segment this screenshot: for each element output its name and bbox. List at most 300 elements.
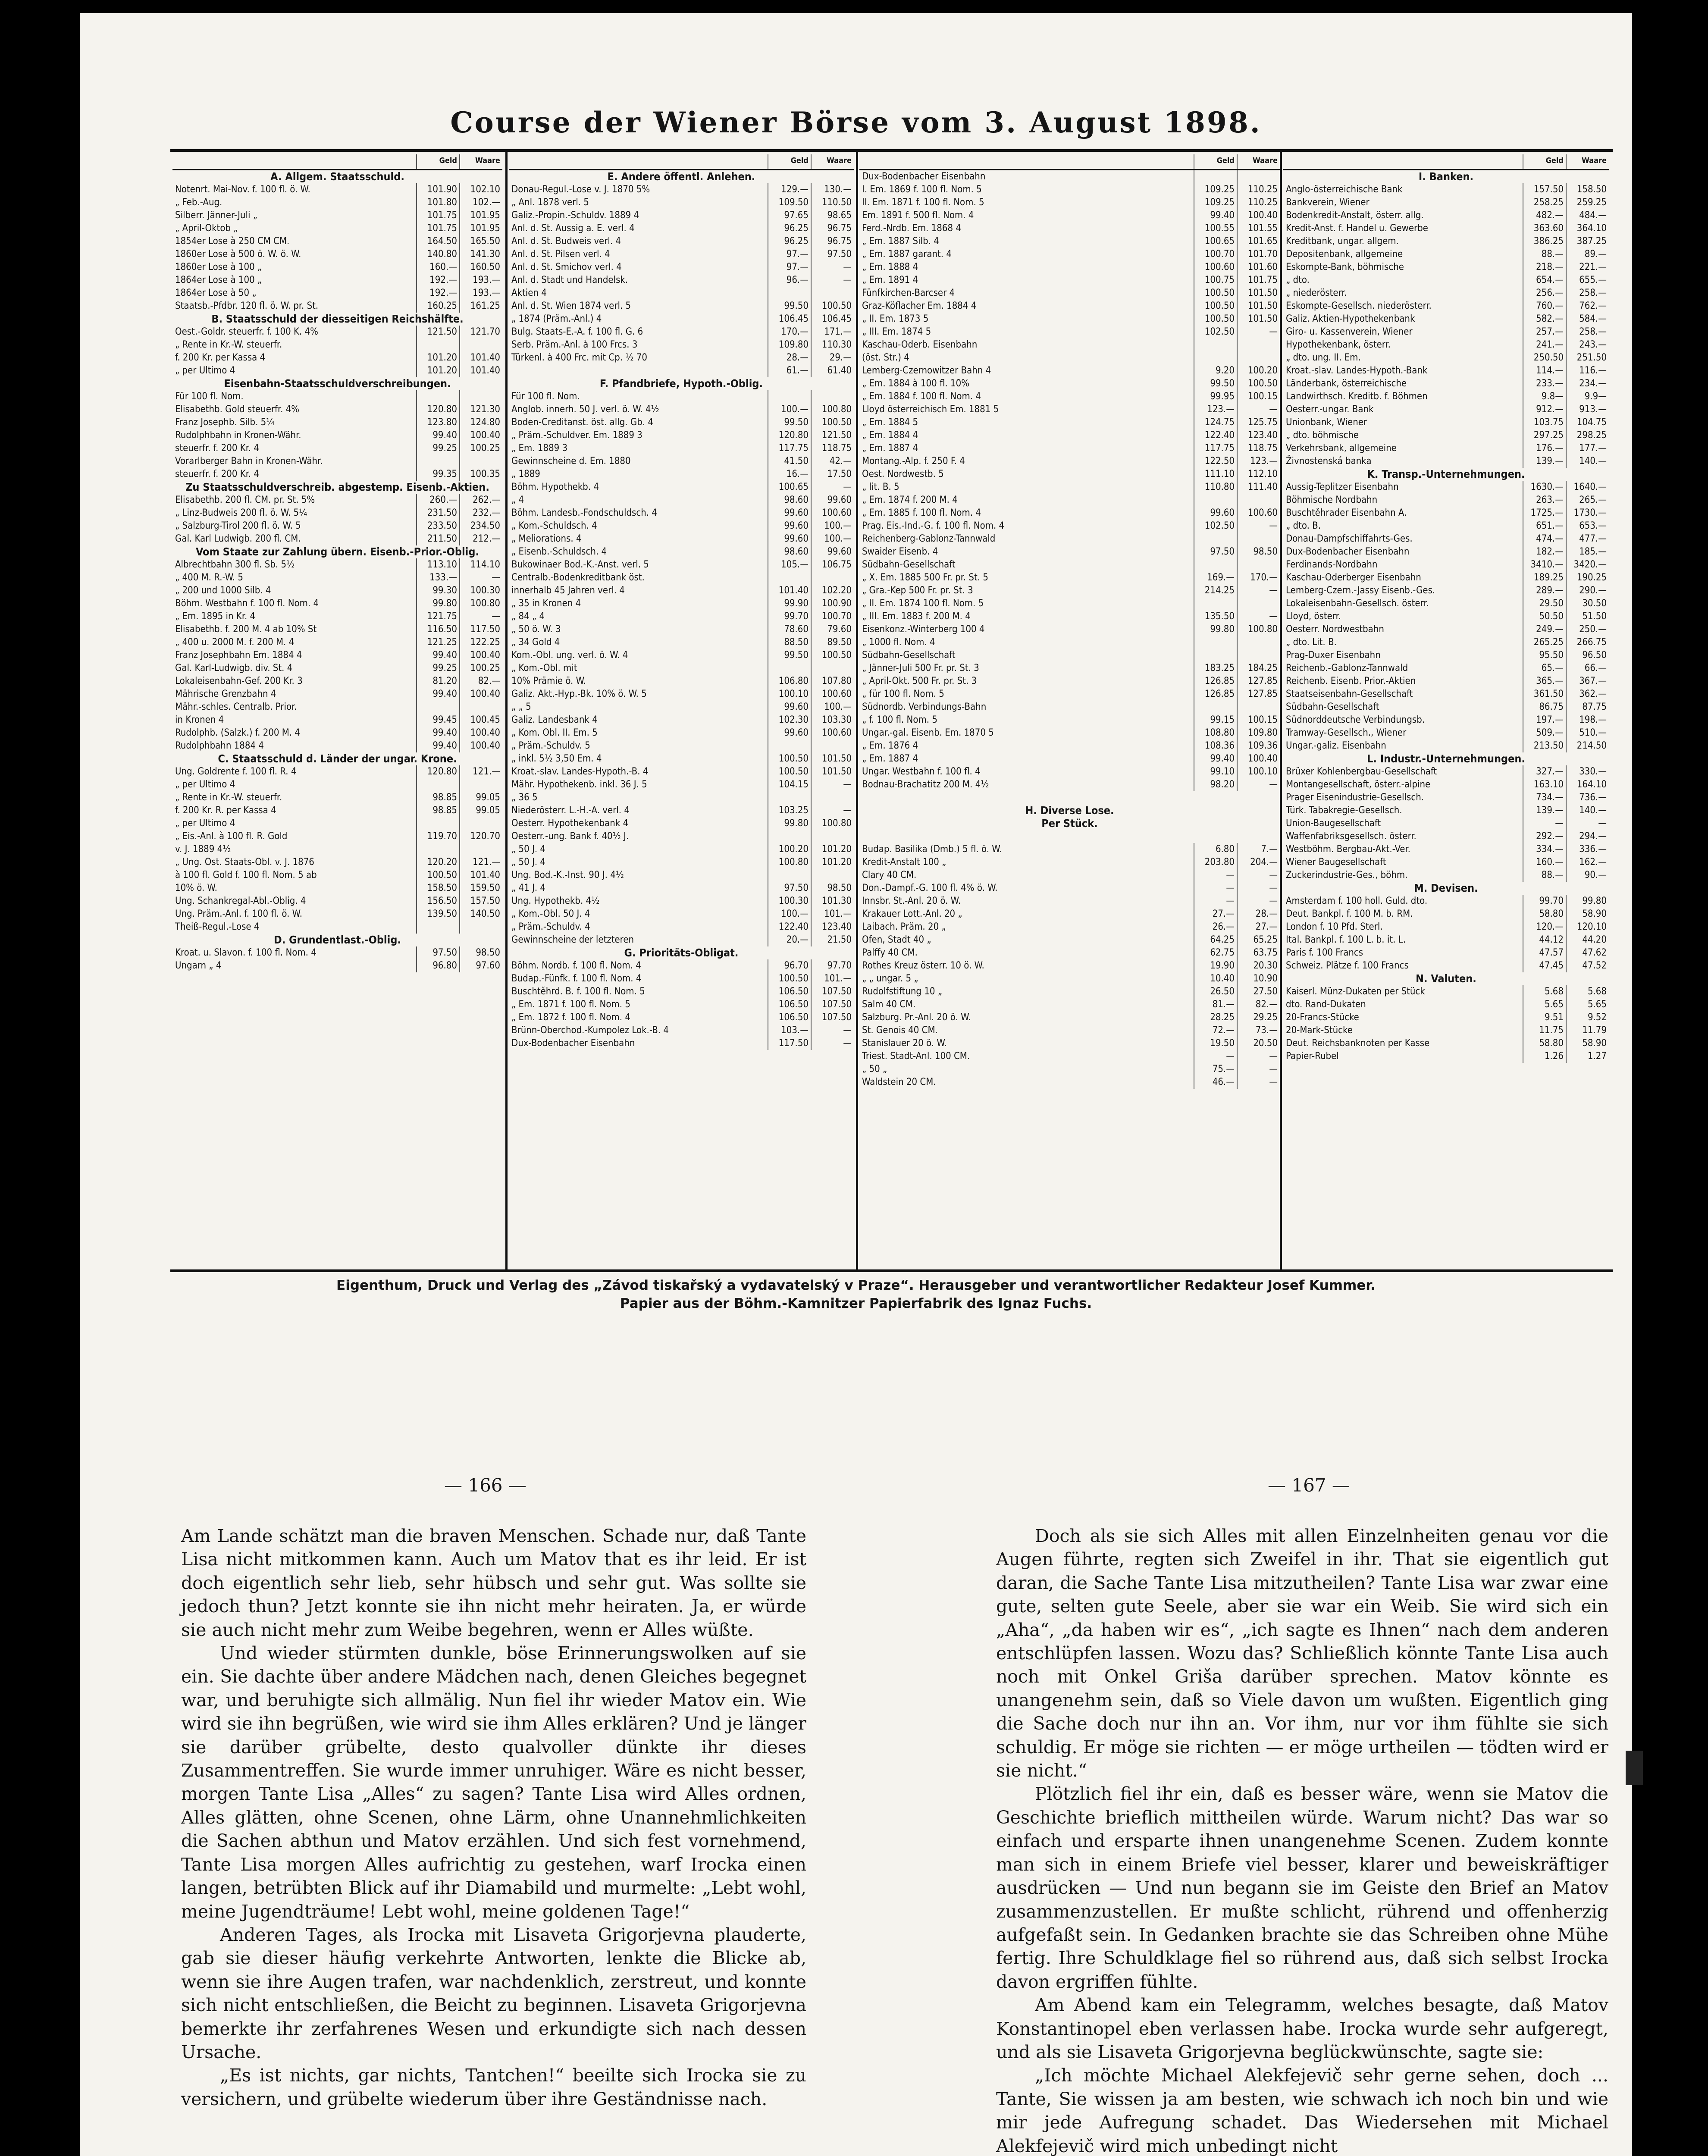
geld-value: 103.— — [768, 1024, 811, 1037]
waare-value: 330.— — [1566, 765, 1609, 778]
table-row — [1283, 326, 1609, 338]
security-name: „ Ung. Ost. Staats-Obl. v. J. 1876 — [175, 857, 314, 868]
table-row — [859, 662, 1280, 675]
security-name: Triest. Stadt-Anl. 100 CM. — [862, 1051, 970, 1062]
table-row — [1283, 791, 1609, 804]
geld-value: 109.50 — [768, 196, 811, 209]
geld-value: 99.50 — [768, 300, 811, 313]
table-row — [172, 701, 502, 714]
waare-value: 101.40 — [459, 351, 502, 364]
waare-value: 100.15 — [1237, 714, 1280, 727]
table-row — [509, 183, 854, 196]
security-name: Anglo-österreichische Bank — [1286, 184, 1403, 195]
waare-value: 100.— — [811, 520, 854, 533]
geld-value: 474.— — [1523, 533, 1566, 545]
geld-value: — — [1194, 1050, 1237, 1063]
geld-value: 113.10 — [416, 558, 459, 571]
waare-value: 110.25 — [1237, 196, 1280, 209]
geld-value: 99.60 — [768, 533, 811, 545]
geld-value: 99.60 — [768, 520, 811, 533]
geld-value: 120.80 — [416, 403, 459, 416]
geld-value: 58.80 — [1523, 1037, 1566, 1050]
table-row — [859, 727, 1280, 740]
security-name: Westböhm. Bergbau-Akt.-Ver. — [1286, 844, 1410, 855]
geld-value: 28.— — [768, 351, 811, 364]
waare-value: 98.65 — [811, 209, 854, 222]
waare-value: 100.60 — [811, 727, 854, 740]
table-row — [859, 856, 1280, 869]
column-divider — [1280, 149, 1282, 1270]
table-row — [1283, 494, 1609, 507]
waare-value: 387.25 — [1566, 235, 1609, 248]
geld-value: 192.— — [416, 274, 459, 287]
table-row — [509, 610, 854, 623]
security-name: Für 100 fl. Nom. — [175, 391, 244, 402]
security-name: Kroat.-slav. Landes-Hypoth.-B. 4 — [511, 766, 649, 777]
security-name: Buschtěhrd. B. f. 100 fl. Nom. 5 — [511, 986, 645, 997]
table-row — [509, 959, 854, 972]
geld-value — [768, 662, 811, 675]
waare-value: 98.50 — [811, 882, 854, 895]
geld-value: 102.50 — [1194, 520, 1237, 533]
geld-value: 101.75 — [416, 222, 459, 235]
security-name: „ 1000 fl. Nom. 4 — [862, 637, 935, 648]
security-name: (öst. Str.) 4 — [862, 352, 909, 363]
geld-value: 257.— — [1523, 326, 1566, 338]
waare-value: 184.25 — [1237, 662, 1280, 675]
security-name: „ Em. 1874 f. 200 M. 4 — [862, 495, 958, 505]
geld-value: 99.15 — [1194, 714, 1237, 727]
section-heading: L. Industr.-Unternehmungen. — [1367, 752, 1525, 765]
security-name: Bodnau-Brachatitz 200 M. 4½ — [862, 779, 989, 790]
geld-value: 108.80 — [1194, 727, 1237, 740]
security-name: „ 200 und 1000 Silb. 4 — [175, 585, 271, 596]
waare-value: 3420.— — [1566, 558, 1609, 571]
waare-value: 99.60 — [811, 494, 854, 507]
geld-value: 5.65 — [1523, 998, 1566, 1011]
waare-value: 121.— — [459, 856, 502, 869]
security-name: Mähr.-schles. Centralb. Prior. — [175, 702, 297, 712]
waare-value — [811, 662, 854, 675]
security-name: Galiz. Landesbank 4 — [511, 714, 598, 725]
security-name: „ Anl. 1878 verl. 5 — [511, 197, 589, 208]
waare-value: 5.65 — [1566, 998, 1609, 1011]
geld-value: 100.50 — [768, 752, 811, 765]
geld-value — [1194, 494, 1237, 507]
waare-value: — — [811, 261, 854, 274]
geld-value: 105.— — [768, 558, 811, 571]
table-row — [859, 455, 1280, 468]
geld-value: 292.— — [1523, 830, 1566, 843]
table-row — [509, 507, 854, 520]
security-name: 10% Prämie ö. W. — [511, 676, 586, 686]
waare-value: 100.50 — [1237, 377, 1280, 390]
table-row — [509, 287, 854, 300]
geld-value: 95.50 — [1523, 649, 1566, 662]
security-name: Waffenfabriksgesellsch. österr. — [1286, 831, 1417, 842]
table-row — [509, 972, 854, 985]
table-row — [1283, 843, 1609, 856]
geld-value: 58.80 — [1523, 908, 1566, 921]
table-row — [172, 364, 502, 377]
waare-value — [459, 338, 502, 351]
waare-value: 112.10 — [1237, 468, 1280, 481]
waare-value: 294.— — [1566, 830, 1609, 843]
security-name: „ 50 „ — [862, 1064, 887, 1075]
table-row — [1283, 636, 1609, 649]
security-name: 20-Mark-Stücke — [1286, 1025, 1353, 1036]
column-header — [859, 154, 1280, 170]
geld-value: 97.50 — [768, 882, 811, 895]
geld-value: 20.— — [768, 934, 811, 946]
table-row — [509, 545, 854, 558]
waare-value: 367.— — [1566, 675, 1609, 688]
waare-value: 100.45 — [459, 714, 502, 727]
table-row — [859, 869, 1280, 882]
geld-value: 88.50 — [768, 636, 811, 649]
security-name: „ für 100 fl. Nom. 5 — [862, 689, 944, 699]
table-row — [1283, 545, 1609, 558]
waare-value: 100.60 — [1237, 507, 1280, 520]
security-name: „ Präm.-Schuldver. Em. 1889 3 — [511, 430, 642, 441]
waare-value: 28.— — [1237, 908, 1280, 921]
waare-value: — — [811, 1024, 854, 1037]
table-row — [172, 636, 502, 649]
security-name: v. J. 1889 4½ — [175, 844, 231, 855]
waare-value: 214.50 — [1566, 740, 1609, 752]
security-name: Bodenkredit-Anstalt, österr. allg. — [1286, 210, 1424, 221]
table-row — [1283, 714, 1609, 727]
geld-value — [416, 921, 459, 934]
table-row — [172, 817, 502, 830]
table-row — [859, 571, 1280, 584]
waare-value: 127.85 — [1237, 675, 1280, 688]
table-row — [1283, 688, 1609, 701]
geld-value: 117.75 — [1194, 442, 1237, 455]
waare-value: 101.— — [811, 972, 854, 985]
waare-value: 221.— — [1566, 261, 1609, 274]
table-top-rule — [170, 149, 1613, 152]
waare-value: 258.— — [1566, 287, 1609, 300]
security-name: Unionbank, Wiener — [1286, 417, 1367, 428]
table-row — [172, 196, 502, 209]
table-row — [172, 610, 502, 623]
geld-value: 157.50 — [1523, 183, 1566, 196]
table-row — [509, 817, 854, 830]
geld-value: 99.80 — [1194, 623, 1237, 636]
table-row — [859, 752, 1280, 765]
security-name: „ inkl. 5⅟₂ 3,50 Em. 4 — [511, 753, 602, 764]
table-row — [859, 714, 1280, 727]
geld-value: 122.40 — [768, 921, 811, 934]
geld-value: 75.— — [1194, 1063, 1237, 1076]
geld-value: 10.40 — [1194, 972, 1237, 985]
geld-value: 46.— — [1194, 1076, 1237, 1089]
waare-value — [459, 778, 502, 791]
table-row — [172, 727, 502, 740]
geld-value: 100.60 — [1194, 261, 1237, 274]
waare-value — [811, 740, 854, 752]
table-row — [1283, 1011, 1609, 1024]
security-name: 20-Francs-Stücke — [1286, 1012, 1359, 1023]
table-row — [172, 558, 502, 571]
section-heading: F. Pfandbriefe, Hypoth.-Oblig. — [599, 377, 763, 390]
waare-value: 265.— — [1566, 494, 1609, 507]
table-row — [172, 403, 502, 416]
security-name: à 100 fl. Gold f. 100 fl. Nom. 5 ab — [175, 870, 317, 881]
table-row — [859, 390, 1280, 403]
waare-value: 164.10 — [1566, 778, 1609, 791]
geld-value: 121.50 — [416, 326, 459, 338]
security-name: „ Em. 1887 Silb. 4 — [862, 236, 939, 247]
table-row — [1283, 196, 1609, 209]
table-row — [509, 209, 854, 222]
table-row — [1283, 998, 1609, 1011]
waare-value: 103.30 — [811, 714, 854, 727]
waare-value: 100.70 — [811, 610, 854, 623]
security-name: Depositenbank, allgemeine — [1286, 249, 1403, 260]
table-row — [509, 571, 854, 584]
security-name: Ital. Bankpl. f. 100 L. b. it. L. — [1286, 934, 1406, 945]
waare-value: 58.90 — [1566, 908, 1609, 921]
geld-value: 100.10 — [768, 688, 811, 701]
table-row — [1283, 597, 1609, 610]
waare-value: 118.75 — [1237, 442, 1280, 455]
imprint-line-2: Papier aus der Böhm.-Kamnitzer Papierfabrik des Ignaz Fuchs. — [620, 1296, 1092, 1311]
waare-value: 510.— — [1566, 727, 1609, 740]
table-row — [509, 468, 854, 481]
security-name: Kroat.-slav. Landes-Hypoth.-Bank — [1286, 365, 1428, 376]
geld-value: 126.85 — [1194, 688, 1237, 701]
waare-value: 160.50 — [459, 261, 502, 274]
geld-value: 110.80 — [1194, 481, 1237, 494]
waare-value: 102.20 — [811, 584, 854, 597]
geld-value: 119.70 — [416, 830, 459, 843]
waare-value: 101.50 — [1237, 300, 1280, 313]
security-name: „ Em. 1884 à 100 fl. 10% — [862, 378, 970, 389]
security-name: „ lit. B. 5 — [862, 482, 899, 492]
table-row — [509, 558, 854, 571]
geld-value: 100.70 — [1194, 248, 1237, 261]
geld-value: 108.36 — [1194, 740, 1237, 752]
geld-value: 96.80 — [416, 959, 459, 972]
waare-value — [1237, 701, 1280, 714]
geld-value: 97.65 — [768, 209, 811, 222]
geld-value: 912.— — [1523, 403, 1566, 416]
security-name: Ung. Präm.-Anl. f. 100 fl. ö. W. — [175, 909, 303, 919]
geld-value: 100.55 — [1194, 222, 1237, 235]
waare-value: 107.80 — [811, 675, 854, 688]
table-row — [172, 274, 502, 287]
security-name: Kredit-Anstalt 100 „ — [862, 857, 946, 868]
table-row — [859, 209, 1280, 222]
table-row — [859, 946, 1280, 959]
security-name: Brüxer Kohlenbergbau-Gesellschaft — [1286, 766, 1437, 777]
waare-value: — — [1237, 610, 1280, 623]
security-name: Ung. Schankregal-Abl.-Oblig. 4 — [175, 896, 306, 906]
table-row — [172, 571, 502, 584]
table-row — [172, 675, 502, 688]
rates-column — [509, 154, 854, 1269]
table-row — [172, 908, 502, 921]
waare-value — [459, 817, 502, 830]
waare-value: 27.— — [1237, 921, 1280, 934]
table-row — [172, 261, 502, 274]
table-row — [509, 455, 854, 468]
geld-value: 97.50 — [416, 946, 459, 959]
security-name: innerhalb 45 Jahren verl. 4 — [511, 585, 625, 596]
waare-value: 364.10 — [1566, 222, 1609, 235]
security-name: „ Em. 1895 in Kr. 4 — [175, 611, 256, 622]
waare-value: 185.— — [1566, 545, 1609, 558]
geld-value: 124.75 — [1194, 416, 1237, 429]
geld-value: 99.30 — [416, 584, 459, 597]
geld-value: 122.40 — [1194, 429, 1237, 442]
waare-value: 121.— — [459, 765, 502, 778]
security-name: Eisenkonz.-Winterberg 100 4 — [862, 624, 985, 635]
geld-value: 100.50 — [1194, 313, 1237, 326]
security-name: „ Em. 1884 4 — [862, 430, 918, 441]
security-name: „ 36 5 — [511, 792, 538, 803]
table-row — [859, 701, 1280, 714]
waare-value: — — [1237, 895, 1280, 908]
security-name: „ Gra.-Kep 500 Fr. pr. St. 3 — [862, 585, 973, 596]
table-row — [172, 209, 502, 222]
waare-value: 100.80 — [459, 597, 502, 610]
table-row — [509, 752, 854, 765]
security-name: „ dto. ung. II. Em. — [1286, 352, 1361, 363]
geld-value: 109.25 — [1194, 183, 1237, 196]
security-name: Rudolphbahn in Kronen-Währ. — [175, 430, 301, 441]
security-name: Gewinnscheine der letzteren — [511, 934, 634, 945]
table-row — [509, 300, 854, 313]
table-row — [172, 843, 502, 856]
security-name: Donau-Dampfschiffahrts-Ges. — [1286, 533, 1413, 544]
geld-value — [416, 843, 459, 856]
geld-value: 88.— — [1523, 248, 1566, 261]
security-name: Eskompte-Bank, böhmische — [1286, 262, 1404, 273]
waare-value: — — [1237, 1063, 1280, 1076]
security-name: Anl. d. Stadt und Handelsk. — [511, 275, 628, 285]
geld-value: 72.— — [1194, 1024, 1237, 1037]
table-row — [509, 1037, 854, 1050]
table-row — [172, 287, 502, 300]
security-name: Kredit-Anst. f. Handel u. Gewerbe — [1286, 223, 1428, 234]
waare-value: 110.50 — [811, 196, 854, 209]
table-row — [172, 895, 502, 908]
waare-value: 141.30 — [459, 248, 502, 261]
table-row — [509, 274, 854, 287]
table-row — [859, 740, 1280, 752]
geld-value: 9.8— — [1523, 390, 1566, 403]
waare-value — [1237, 533, 1280, 545]
geld-value: 99.45 — [416, 714, 459, 727]
waare-value — [1237, 338, 1280, 351]
waare-value: 736.— — [1566, 791, 1609, 804]
waare-value: 107.50 — [811, 1011, 854, 1024]
geld-value: 100.50 — [1194, 300, 1237, 313]
waare-value: 110.25 — [1237, 183, 1280, 196]
paragraph: „Ich möchte Michael Alekfejevič sehr gerne sehen, doch ... Tante, Sie wissen ja am besten, wie schwach ich noch bin und wie mir jede Aufregung schadet. Das Wiedersehen mit Michael Alekfejevič wird mich unbedingt nicht — [996, 2065, 1608, 2156]
waare-value: 584.— — [1566, 313, 1609, 326]
waare-value: 107.50 — [811, 998, 854, 1011]
waare-value: 100.80 — [1237, 623, 1280, 636]
security-name: „ 4 — [511, 495, 524, 505]
table-row — [172, 882, 502, 895]
security-name: Montangesellschaft, österr.-alpine — [1286, 779, 1431, 790]
table-row — [859, 274, 1280, 287]
security-name: Oest.-Goldr. steuerfr. f. 100 K. 4% — [175, 326, 318, 337]
waare-value: 127.85 — [1237, 688, 1280, 701]
security-name: Oest. Nordwestb. 5 — [862, 469, 944, 479]
security-name: 1864er Lose à 50 „ — [175, 288, 257, 298]
waare-value: 97.50 — [811, 248, 854, 261]
waare-value: 140.50 — [459, 908, 502, 921]
waare-value: 101.50 — [811, 765, 854, 778]
waare-value: 101.40 — [459, 869, 502, 882]
security-name: 1864er Lose à 100 „ — [175, 275, 262, 285]
security-name: Zuckerindustrie-Ges., böhm. — [1286, 870, 1408, 881]
geld-value: 62.75 — [1194, 946, 1237, 959]
table-row — [1283, 507, 1609, 520]
table-row — [859, 222, 1280, 235]
geld-value: 98.60 — [768, 545, 811, 558]
security-name: „ 50 ö. W. 3 — [511, 624, 561, 635]
waare-value: 5.68 — [1566, 985, 1609, 998]
security-name: „ Eis.-Anl. à 100 fl. R. Gold — [175, 831, 288, 842]
security-name: Laibach. Präm. 20 „ — [862, 921, 946, 932]
security-name: Brünn-Oberchod.-Kumpolez Lok.-B. 4 — [511, 1025, 669, 1036]
table-row — [1283, 908, 1609, 921]
security-name: „ Em. 1876 4 — [862, 740, 918, 751]
waare-value: 121.50 — [811, 429, 854, 442]
table-row — [509, 675, 854, 688]
geld-value — [768, 571, 811, 584]
geld-value: 197.— — [1523, 714, 1566, 727]
table-row — [1283, 959, 1609, 972]
security-name: „ 50 J. 4 — [511, 844, 545, 855]
security-name: Reichenberg-Gablonz-Tannwald — [862, 533, 996, 544]
geld-header: Geld — [1523, 154, 1566, 169]
security-name: „ Präm.-Schuldv. 4 — [511, 921, 590, 932]
geld-value: 386.25 — [1523, 235, 1566, 248]
security-name: Lemberg-Czern.-Jassy Eisenb.-Ges. — [1286, 585, 1435, 596]
security-name: Türkenl. à 400 Frc. mit Cp. ⅟₂ 70 — [511, 352, 647, 363]
geld-value: 100.65 — [1194, 235, 1237, 248]
waare-value: 7.— — [1237, 843, 1280, 856]
security-name: Lokaleisenbahn-Gesellsch. österr. — [1286, 598, 1429, 609]
geld-value: 99.10 — [1194, 765, 1237, 778]
security-name: Wiener Baugesellschaft — [1286, 857, 1386, 868]
paragraph: Anderen Tages, als Irocka mit Lisaveta Grigorjevna plauderte, gab sie dieser häufig verkehrte Antworten, lenkte die Blicke ab, wenn sie ihre Augen trafen, war nachdenklich, zerstreut, und konnte sich nicht entschließen, die Beicht zu beginnen. Lisaveta Grigorjevna bemerkte ihr zerfahrenes Wesen und erkundigte sich nach dessen Ursache. — [181, 1924, 806, 2062]
table-row — [859, 765, 1280, 778]
paragraph: Und wieder stürmten dunkle, böse Erinnerungswolken auf sie ein. Sie dachte über andere Mädchen nach, denen Gleiches begegnet war, und beruhigte sich allmälig. Nun fiel ihr wieder Matov ein. Wie wird sie ihn begrüßen, wie wird sie ihm Alles erklären? Und je länger sie darüber grübelte, desto qualvoller dünkte ihr dieses Zusammentreffen. Sie wurde immer unruhiger. Wäre es nicht besser, morgen Tante Lisa „Alles“ zu sagen? Tante Lisa wird Alles ordnen, Alles glätten, ohne Scenen, ohne Lärm, ohne Unannehmlichkeiten die Sachen abthun und Matov erzählen. Und sich fest vornehmend, Tante Lisa morgen Alles aufrichtig zu gestehen, warf Irocka einen langen, betrübten Blick auf ihr Diamabild und murmelte: „Lebt wohl, meine Jugendträume! Lebt wohl, meine goldenen Tage!“ — [181, 1643, 806, 1922]
security-name: Ung. Goldrente f. 100 fl. R. 4 — [175, 766, 297, 777]
security-name: „ 400 u. 2000 M. f. 200 M. 4 — [175, 637, 295, 648]
waare-value: 100.25 — [459, 442, 502, 455]
geld-value: 363.60 — [1523, 222, 1566, 235]
rates-column — [1283, 154, 1609, 1269]
security-name: „ 400 M. R.-W. 5 — [175, 572, 243, 583]
table-row — [509, 261, 854, 274]
table-row — [859, 934, 1280, 946]
waare-value: 100.40 — [1237, 752, 1280, 765]
security-name: Anl. d. St. Smichov verl. 4 — [511, 262, 622, 273]
waare-value: 20.30 — [1237, 959, 1280, 972]
table-bottom-rule — [170, 1269, 1613, 1272]
table-row — [859, 351, 1280, 364]
geld-value: 120.— — [1523, 921, 1566, 934]
